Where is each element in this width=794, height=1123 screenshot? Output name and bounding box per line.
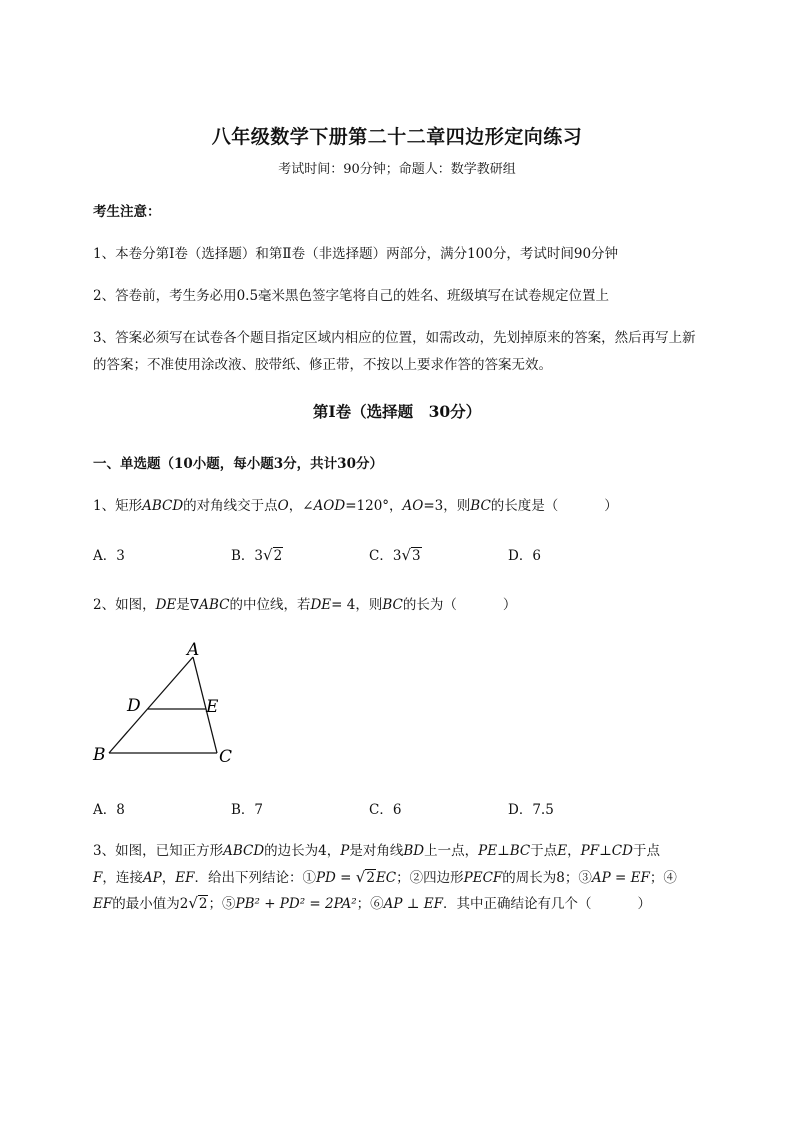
label-e: E [206,697,219,717]
question-3-line-2: F，连接AP，EF．给出下列结论：①PD = √2EC；②四边形PECF的周长为8；③AP = EF；④ [93,868,677,886]
q2-option-c: C．6 [369,802,402,818]
notice-item-1: 1、本卷分第I卷（选择题）和第Ⅱ卷（非选择题）两部分，满分100分，考试时间90分钟 [93,246,619,262]
q2-option-d: D．7.5 [508,802,554,818]
notice-heading: 考生注意： [93,204,161,220]
label-c: C [219,747,233,767]
label-d: D [127,696,141,716]
q1-option-d: D．6 [508,548,541,564]
notice-item-3: 3、答案必须写在试卷各个题目指定区域内相应的位置，如需改动，先划掉原来的答案，然后再写上新 [93,330,696,346]
label-b: B [93,745,106,765]
label-a: A [187,640,200,660]
page-title: 八年级数学下册第二十二章四边形定向练习 [211,126,583,148]
single-choice-heading: 一、单选题（10小题，每小题3分，共计30分） [93,456,383,472]
question-3-line-1: 3、如图，已知正方形ABCD的边长为4，P是对角线BD上一点，PE⊥BC于点E，PF⊥CD于点 [93,843,660,859]
side-ab [109,657,193,753]
notice-item-3-cont: 的答案；不准使用涂改液、胶带纸、修正带，不按以上要求作答的答案无效。 [93,357,552,373]
question-2: 2、如图，DE是∇ABC的中位线，若DE= 4，则BC的长为（ ） [93,597,517,613]
exam-info: 考试时间：90分钟；命题人：数学教研组 [278,162,516,177]
q2-option-b: B．7 [231,802,264,818]
q1-option-b: B．3√2 [231,546,283,564]
triangle-figure [85,635,255,770]
question-3-line-3: EF的最小值为2√2；⑤PB² + PD² = 2PA²；⑥AP ⊥ EF．其中正确结论有几个（ ） [93,894,651,912]
question-1: 1、矩形ABCD的对角线交于点O，∠AOD=120°，AO=3，则BC的长度是（ ） [93,498,618,514]
part1-title: 第I卷（选择题 30分） [312,402,482,421]
q1-option-c: C．3√3 [369,546,421,564]
q1-option-a: A．3 [93,548,125,564]
notice-item-2: 2、答卷前，考生务必用0.5毫米黑色签字笔将自己的姓名、班级填写在试卷规定位置上 [93,288,610,304]
q2-option-a: A．8 [93,802,125,818]
